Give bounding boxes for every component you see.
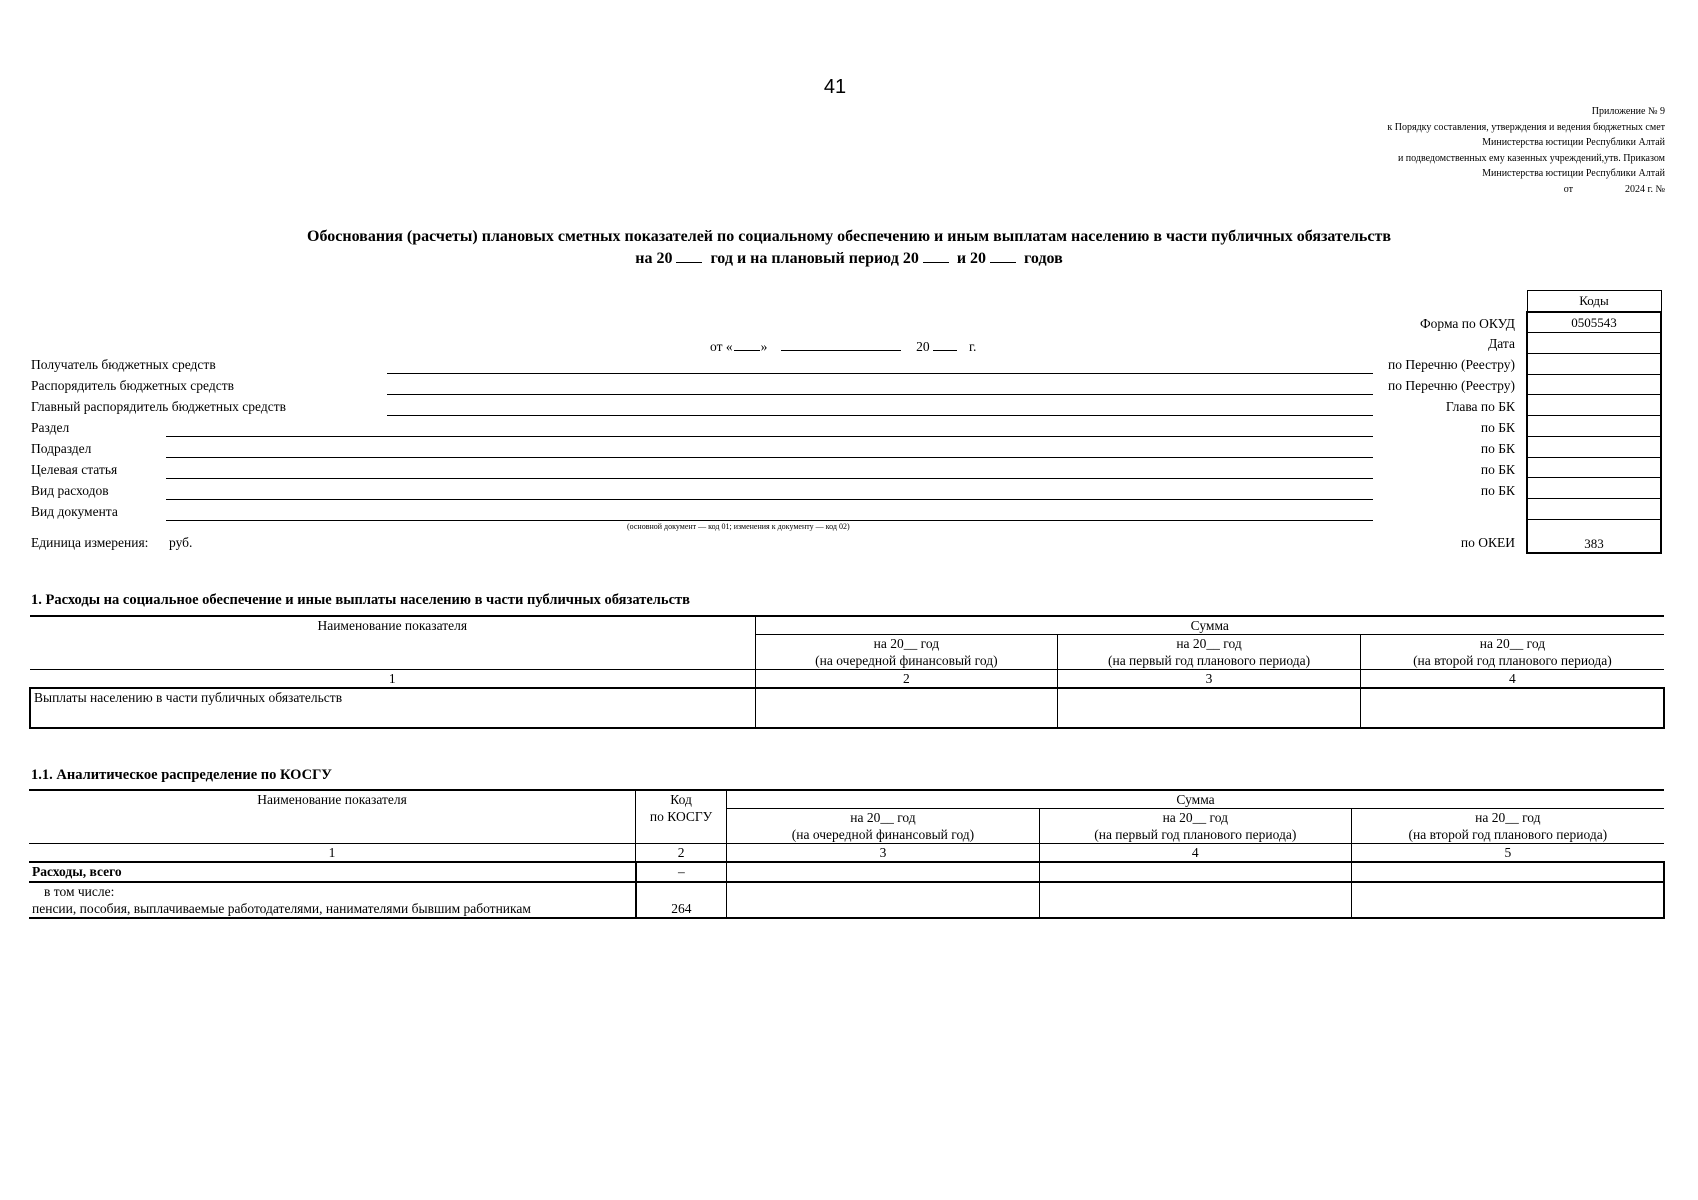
detail-intro: в том числе: [44, 884, 115, 899]
codes-header: Коды [1527, 291, 1661, 312]
appendix-note [1387, 104, 1665, 197]
total-row-label: Расходы, всего [29, 862, 636, 882]
page-number: 41 [823, 76, 847, 98]
total-year-1-cell[interactable] [727, 862, 1040, 882]
col-header-year-3 [1360, 635, 1664, 670]
date-year-label: 20 [916, 339, 930, 354]
registry-code-cell[interactable] [1527, 354, 1661, 375]
unit-label: Единица измерения: [31, 535, 149, 550]
subsection-label: Подраздел [31, 441, 92, 456]
target-article-field-line[interactable] [166, 478, 1373, 479]
payments-row-label: Выплаты населению в части публичных обязательств [30, 688, 755, 728]
year-label: на 20__ год [1162, 810, 1228, 825]
registry-label-2: по Перечню (Реестру) [1388, 378, 1515, 393]
col-number: 4 [1360, 670, 1664, 689]
appendix-date-line [1387, 182, 1665, 198]
section-field-line[interactable] [166, 436, 1373, 437]
col-number: 1 [29, 844, 636, 863]
col-number: 3 [727, 844, 1040, 863]
year-label: на 20__ год [873, 636, 940, 651]
chief-manager-field-line[interactable] [387, 415, 1373, 416]
appendix-line: Приложение № 9 [1591, 106, 1665, 117]
target-article-label: Целевая статья [31, 462, 118, 477]
col-header-year-3 [1351, 809, 1664, 844]
col-header-sum: Сумма [755, 616, 1664, 635]
day-blank[interactable] [734, 336, 760, 351]
col-header-year-1 [727, 809, 1040, 844]
unit-value: руб. [169, 535, 193, 550]
year-desc: (на первый год планового периода) [1094, 827, 1297, 842]
subsection-field-line[interactable] [166, 457, 1373, 458]
section-label: Раздел [31, 420, 70, 435]
year-label: на 20__ год [1479, 636, 1546, 651]
appendix-date-from: от [1563, 183, 1573, 195]
section1-table [29, 615, 1665, 729]
col-header-name: Наименование показателя [30, 616, 755, 670]
kosgu-header-line: Код [670, 792, 692, 807]
target-code-cell[interactable] [1527, 457, 1661, 478]
date-quote: » [760, 339, 768, 354]
detail-year-1-cell[interactable] [727, 882, 1040, 918]
recipient-field-line[interactable] [387, 373, 1373, 374]
year-blank [676, 248, 702, 263]
month-blank[interactable] [781, 336, 901, 351]
year-blank[interactable] [933, 336, 957, 351]
document-type-label: Вид документа [31, 504, 118, 519]
year-desc: (на второй год планового периода) [1408, 827, 1608, 842]
total-row-code: – [636, 862, 727, 882]
title-line-1: Обоснования (расчеты) плановых сметных показателей по социальному обеспечению и иным выплатам населению в части публичных обязательств [307, 228, 1391, 245]
col-number: 3 [1058, 670, 1361, 689]
col-header-sum: Сумма [727, 790, 1664, 809]
chapter-bk-label: Глава по БК [1445, 399, 1515, 414]
bk-label: по БК [1480, 420, 1515, 435]
document-type-field-line[interactable] [166, 520, 1373, 521]
okud-code-cell[interactable]: 0505543 [1527, 312, 1661, 333]
title-plan-prefix: год и на плановый период 20 [710, 250, 919, 267]
title-years-suffix: годов [1024, 250, 1063, 267]
total-year-2-cell[interactable] [1039, 862, 1351, 882]
expense-type-field-line[interactable] [166, 499, 1373, 500]
col-number: 5 [1351, 844, 1664, 863]
okei-code-cell[interactable]: 383 [1527, 519, 1661, 553]
total-year-3-cell[interactable] [1351, 862, 1664, 882]
chapter-code-cell[interactable] [1527, 395, 1661, 416]
okei-label: по ОКЕИ [1460, 535, 1515, 550]
chief-manager-label: Главный распорядитель бюджетных средств [31, 399, 286, 414]
appendix-line: к Порядку составления, утверждения и ведения бюджетных смет [1387, 121, 1665, 133]
form-date-line [710, 336, 976, 355]
col-header-kosgu [636, 790, 727, 844]
expense-code-cell[interactable] [1527, 478, 1661, 499]
year-desc: (на второй год планового периода) [1413, 653, 1612, 668]
registry-label: по Перечню (Реестру) [1388, 357, 1515, 372]
col-number: 2 [636, 844, 727, 863]
col-number: 2 [755, 670, 1058, 689]
okud-label: Форма по ОКУД [1419, 316, 1515, 331]
appendix-line: Министерства юстиции Республики Алтай [1482, 137, 1665, 148]
bk-label: по БК [1480, 483, 1515, 498]
year-label: на 20__ год [850, 810, 916, 825]
section2-title: 1.1. Аналитическое распределение по КОСГУ [31, 767, 332, 783]
date-suffix: г. [968, 339, 977, 354]
bk-label: по БК [1480, 441, 1515, 456]
title-year-prefix: на 20 [635, 250, 673, 267]
manager-label: Распорядитель бюджетных средств [31, 378, 234, 393]
document-title [0, 226, 1698, 270]
section-code-cell[interactable] [1527, 416, 1661, 437]
col-number: 1 [30, 670, 755, 689]
recipient-label: Получатель бюджетных средств [31, 357, 216, 372]
year-desc: (на очередной финансовый год) [815, 653, 998, 668]
document-code-cell[interactable] [1527, 498, 1661, 519]
appendix-line: и подведомственных ему казенных учреждений,утв. Приказом [1397, 152, 1665, 164]
date-code-label: Дата [1488, 336, 1515, 351]
detail-row-code: 264 [636, 882, 727, 918]
detail-label: пенсии, пособия, выплачиваемые работодателями, нанимателями бывшим работникам [32, 901, 531, 916]
kosgu-header-line: по КОСГУ [649, 809, 713, 824]
year-desc: (на очередной финансовый год) [791, 827, 975, 842]
col-header-year-2 [1058, 635, 1361, 670]
payments-year-2-cell[interactable] [1058, 688, 1361, 728]
year-label: на 20__ год [1176, 636, 1242, 651]
col-header-year-2 [1039, 809, 1351, 844]
col-number: 4 [1039, 844, 1351, 863]
date-from-label: от « [710, 339, 733, 354]
detail-row-label [29, 882, 636, 918]
year-blank [990, 248, 1016, 263]
bk-label: по БК [1480, 462, 1515, 477]
section1-title: 1. Расходы на социальное обеспечение и иные выплаты населению в части публичных обязательств [31, 592, 690, 608]
detail-year-3-cell[interactable] [1351, 882, 1664, 918]
expense-type-label: Вид расходов [31, 483, 109, 498]
col-header-name: Наименование показателя [29, 790, 636, 844]
codes-table [1526, 290, 1662, 554]
section2-table [29, 789, 1665, 919]
payments-year-3-cell[interactable] [1360, 688, 1664, 728]
col-header-year-1 [755, 635, 1058, 670]
appendix-line: Министерства юстиции Республики Алтай [1482, 168, 1665, 179]
manager-field-line[interactable] [387, 394, 1373, 395]
year-blank [923, 248, 949, 263]
year-label: на 20__ год [1475, 810, 1541, 825]
title-and: и 20 [956, 250, 987, 267]
year-desc: (на первый год планового периода) [1107, 653, 1311, 668]
appendix-date-year: 2024 г. № [1624, 183, 1665, 195]
title-line-2 [0, 248, 1698, 270]
date-code-cell[interactable] [1527, 333, 1661, 354]
registry-code-cell-2[interactable] [1527, 374, 1661, 395]
document-type-note: (основной документ — код 01; изменения к документу — код 02) [627, 522, 850, 531]
detail-year-2-cell[interactable] [1039, 882, 1351, 918]
payments-year-1-cell[interactable] [755, 688, 1058, 728]
subsection-code-cell[interactable] [1527, 436, 1661, 457]
